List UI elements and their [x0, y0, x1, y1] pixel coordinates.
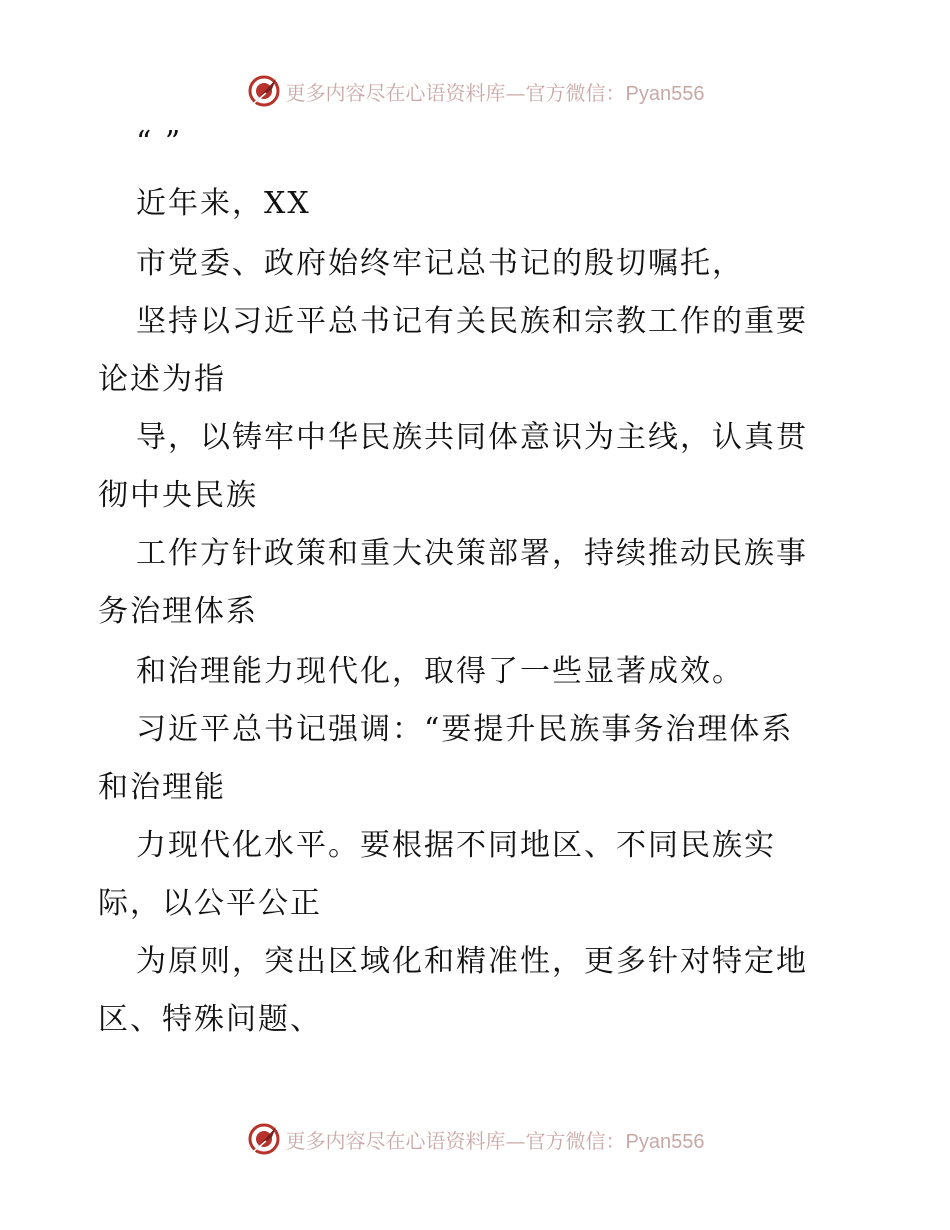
banner-caption: 更多内容尽在心语资料库—官方微信： [285, 1128, 626, 1153]
text-line: 际，以公平公正 [98, 886, 322, 921]
banner-text [286, 77, 705, 106]
text-line-content: 近年来，XX [136, 186, 311, 221]
banner-text [286, 1125, 705, 1154]
text-line: 务治理体系 [98, 594, 258, 629]
banner-caption: 更多内容尽在心语资料库—官方微信： [285, 80, 626, 105]
text-line: 为原则，突出区域化和精准性，更多针对特定地 [136, 944, 808, 979]
banner-wechat-id: Pyan556 [625, 1130, 705, 1153]
text-line: 和治理能 [98, 770, 226, 805]
banner-wechat-id: Pyan556 [625, 82, 705, 105]
quill-pen-logo-icon [246, 1121, 282, 1157]
text-line: 坚持以习近平总书记有关民族和宗教工作的重要 [136, 304, 808, 339]
text-line [136, 184, 896, 224]
text-line: 和治理能力现代化，取得了一些显著成效。 [136, 654, 744, 689]
footer-banner [0, 1119, 950, 1159]
text-line: 导，以铸牢中华民族共同体意识为主线，认真贯 [136, 420, 808, 455]
text-line: 力现代化水平。要根据不同地区、不同民族实 [136, 828, 776, 863]
text-line: 论述为指 [98, 362, 226, 397]
text-line: “ ” [136, 125, 183, 160]
text-line: 市党委、政府始终牢记总书记的殷切嘱托， [136, 246, 744, 281]
header-banner [0, 71, 950, 111]
quill-pen-logo-icon [246, 73, 282, 109]
text-line: 工作方针政策和重大决策部署，持续推动民族事 [136, 536, 808, 571]
text-line: 习近平总书记强调：“要提升民族事务治理体系 [136, 712, 794, 747]
text-line: 彻中央民族 [98, 478, 258, 513]
text-line: 区、特殊问题、 [98, 1002, 322, 1037]
